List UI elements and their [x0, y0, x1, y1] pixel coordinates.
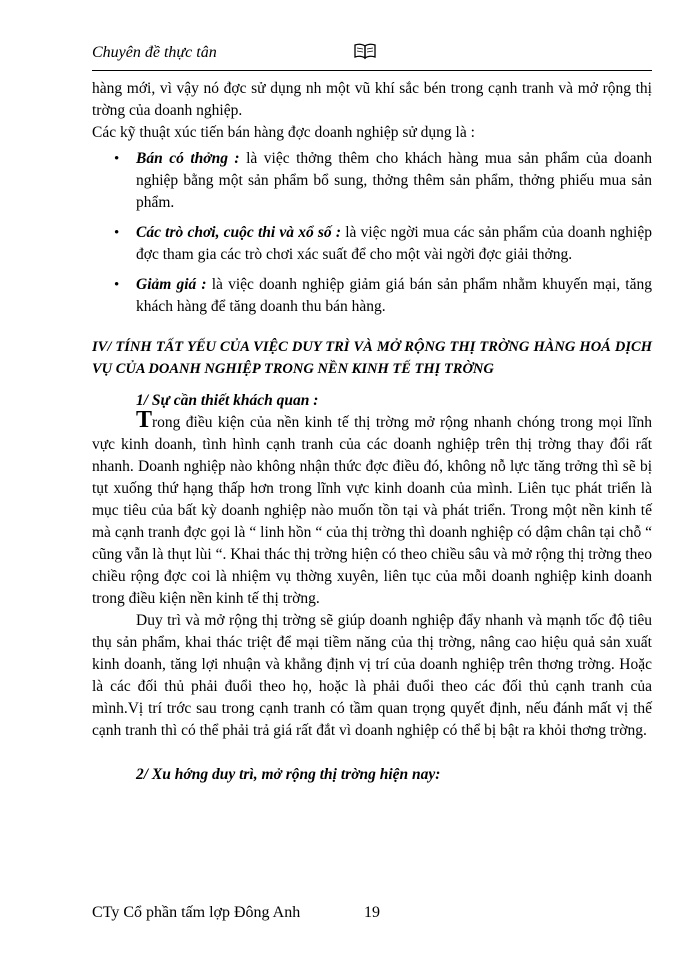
paragraph-1 [92, 407, 652, 610]
subheading-objective-necessity: 1/ Sự cần thiết khách quan : [136, 392, 319, 409]
paragraph-1-text: rong điều kiện của nền kinh tế thị trờng mở rộng nhanh chóng trong mọi lĩnh vực kinh doanh, tình hình cạnh tranh của các doanh nghiệp trên thị trờng thay đổi rất nhanh. Doanh nghiệp nào không nhận thức đợc điều đó, không nỗ lực tăng trởng thì sẽ bị tụt xuống thứ hạng thấp hơn trong lĩnh vực kinh doanh của mình. Liên tục phát triển là mục tiêu của bất kỳ doanh nghiệp nào muốn tồn tại và phát triển. Trong một nền kinh tế mà cạnh tranh đợc gọi là “ linh hồn “ của thị trờng thì doanh nghiệp có dậm chân tại chỗ “ cũng vẫn là thụt lùi “. Khai thác thị trờng hiện có theo chiều sâu và mở rộng thị trờng theo chiều rộng đợc coi là nhiệm vụ thờng xuyên, liên tục của mỗi doanh nghiệp kinh doanh trong điều kiện nền kinh tế thị trờng. [92, 414, 652, 607]
open-book-icon [354, 42, 376, 60]
intro-paragraph: hàng mới, vì vậy nó đợc sử dụng nh một vũ khí sắc bén trong cạnh tranh và mở rộng thị trờng của doanh nghiệp. [92, 80, 652, 119]
bullet-icon: • [114, 277, 120, 293]
drop-cap: T [136, 407, 153, 433]
bullet-term: Giảm giá : [136, 276, 207, 293]
bullet-term: Bán có thởng : [136, 150, 240, 167]
techniques-intro: Các kỹ thuật xúc tiến bán hàng đợc doanh nghiệp sử dụng là : [92, 124, 475, 141]
bullet-icon: • [114, 151, 120, 167]
document-body [92, 78, 652, 786]
list-item [92, 222, 652, 266]
header-title: Chuyên đề thực tân [92, 44, 217, 61]
bullet-text: là việc doanh nghiệp giảm giá bán sản phẩm nhằm khuyến mại, tăng khách hàng để tăng doanh thu bán hàng. [136, 276, 652, 315]
bullet-text: là việc ngời mua các sản phẩm của doanh nghiệp đợc tham gia các trò chơi xác suất để cho một vài ngời đợc giải thởng. [136, 224, 652, 263]
techniques-list [92, 148, 652, 318]
bullet-icon: • [114, 225, 120, 241]
subheading-market-trend: 2/ Xu hớng duy trì, mở rộng thị trờng hiện nay: [136, 766, 441, 783]
page-number: 19 [364, 904, 380, 921]
page-header [92, 40, 652, 71]
footer-company: CTy Cổ phần tấm lợp Đông Anh [92, 904, 301, 921]
list-item [92, 148, 652, 214]
paragraph-2: Duy trì và mở rộng thị trờng sẽ giúp doanh nghiệp đẩy nhanh và mạnh tốc độ tiêu thụ sản phẩm, khai thác triệt để mại tiềm năng của thị trờng, nâng cao hiệu quả sản xuất kinh doanh, tăng lợi nhuận và khẳng định vị trí của doanh nghiệp trên thơng trờng. Hoặc là các đối thủ phải đuổi theo họ, hoặc là phải đuổi theo các đối thủ cạnh tranh của mình.Vị trí trớc sau trong cạnh tranh có tầm quan trọng quyết định, nếu đánh mất vị thế cạnh tranh thì có thể phải trả giá rất đắt vì doanh nghiệp có thể bị bật ra khỏi thơng trờng. [92, 612, 652, 739]
section-heading: IV/ TÍNH TẤT YẾU CỦA VIỆC DUY TRÌ VÀ MỞ RỘNG THỊ TRỜNG HÀNG HOÁ DỊCH VỤ CỦA DOANH NGHIỆP TRONG NỀN KINH TẾ THỊ TRỜNG [92, 339, 652, 377]
bullet-text: là việc thởng thêm cho khách hàng mua sản phẩm của doanh nghiệp bằng một sản phẩm bổ sung, thởng thêm sản phẩm, thởng phiếu mua sản phẩm. [136, 150, 652, 211]
bullet-term: Các trò chơi, cuộc thi và xổ số : [136, 224, 342, 241]
list-item [92, 274, 652, 318]
